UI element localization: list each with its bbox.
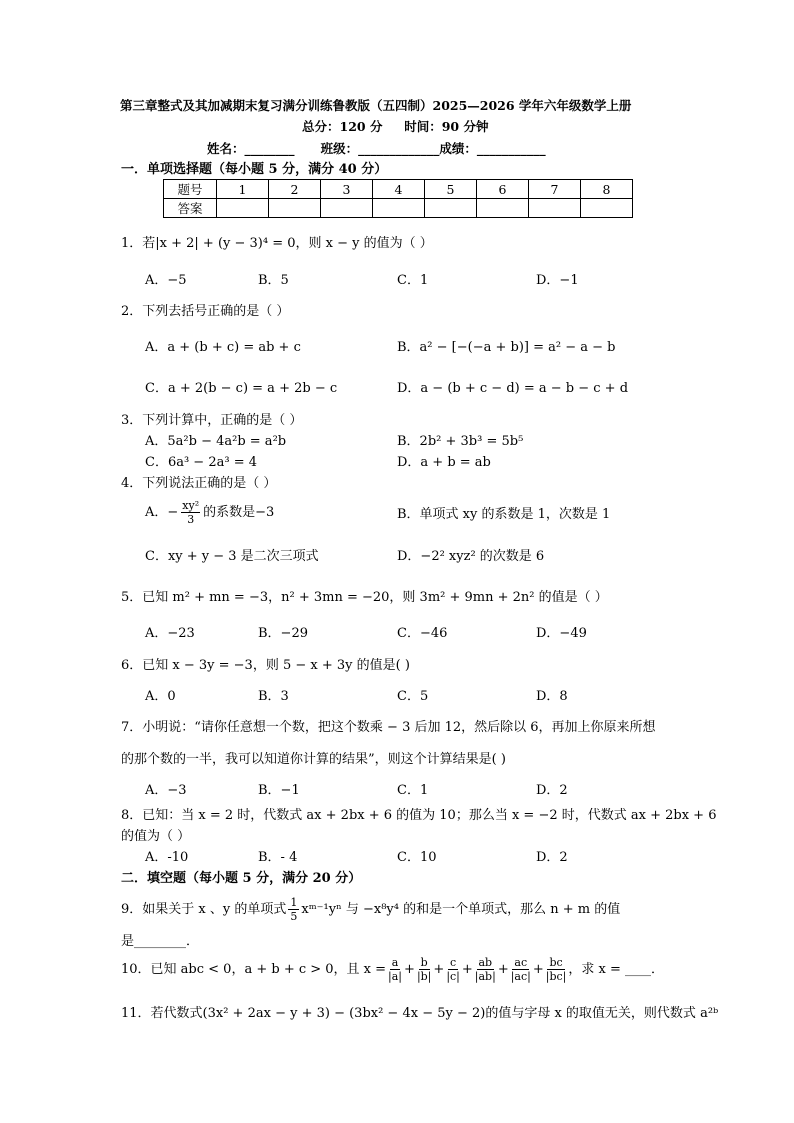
- fraction-numerator: xy²: [182, 499, 200, 512]
- document-title: 第三章整式及其加减期末复习满分训练鲁教版（五四制）2025—2026 学年六年级数学上册: [120, 98, 632, 113]
- answer-cell[interactable]: [217, 199, 269, 218]
- section-1-heading: 一．单项选择题（每小题 5 分，满分 40 分）: [121, 162, 388, 177]
- q5-option-c: C．−46: [397, 626, 448, 641]
- q6-option-a: A．0: [145, 689, 176, 704]
- q8-option-b: B．- 4: [258, 850, 298, 865]
- question-5-stem: 5．已知 m² + mn = −3，n² + 3mn = −20，则 3m² + 9mn + 2n² 的值是（ ）: [121, 590, 608, 605]
- q8-option-d: D．2: [536, 850, 568, 865]
- question-7-stem-line2: 的那个数的一半，我可以知道你计算的结果”，则这个计算结果是( ): [121, 752, 506, 767]
- fraction-denominator: |c|: [446, 970, 460, 983]
- q7-option-b: B．−1: [258, 783, 300, 798]
- q4-option-c: C．xy + y − 3 是二次三项式: [145, 549, 319, 564]
- q9-text-pre: 9．如果关于 x 、y 的单项式: [121, 901, 287, 917]
- answer-table-number-row: [164, 180, 633, 199]
- q2-option-b: B．a² − [−(−a + b)] = a² − a − b: [397, 340, 616, 355]
- q10-fraction-2: [417, 956, 431, 983]
- q4-option-a-text: 的系数是−3: [203, 504, 275, 520]
- q4-option-a-prefix: A．−: [145, 504, 179, 520]
- answer-cell[interactable]: [425, 199, 477, 218]
- plus-sign: +: [497, 961, 509, 977]
- q6-option-d: D．8: [536, 689, 568, 704]
- q6-option-c: C．5: [397, 689, 429, 704]
- question-3-stem: 3．下列计算中，正确的是（ ）: [121, 413, 303, 428]
- q10-fraction-5: [511, 956, 531, 983]
- table-label-question-no: 题号: [164, 180, 217, 199]
- q8-option-a: A．-10: [145, 850, 189, 865]
- answer-table: [163, 179, 633, 218]
- fraction-denominator: |bc|: [545, 970, 567, 983]
- plus-sign: +: [532, 961, 544, 977]
- q2-option-a: A．a + (b + c) = ab + c: [145, 340, 301, 355]
- fraction-denominator: 3: [187, 513, 195, 526]
- table-number-8: 8: [581, 180, 633, 199]
- question-10-stem: [121, 956, 664, 983]
- table-number-7: 7: [529, 180, 581, 199]
- fraction-denominator: |b|: [416, 970, 432, 983]
- q7-option-a: A．−3: [145, 783, 187, 798]
- answer-cell[interactable]: [373, 199, 425, 218]
- table-number-1: 1: [217, 180, 269, 199]
- q1-option-a: A．−5: [145, 273, 187, 288]
- question-2-stem: 2．下列去括号正确的是（ ）: [121, 304, 290, 319]
- q1-option-c: C．1: [397, 273, 429, 288]
- q9-text-mid: xᵐ⁻¹yⁿ 与 −x⁸y⁴ 的和是一个单项式，那么 n + m 的值: [301, 901, 621, 917]
- plus-sign: +: [433, 961, 445, 977]
- answer-cell[interactable]: [269, 199, 321, 218]
- q4-option-a: [145, 499, 274, 526]
- q2-option-c: C．a + 2(b − c) = a + 2b − c: [145, 381, 338, 396]
- table-number-4: 4: [373, 180, 425, 199]
- q4-option-d: D．−2² xyz² 的次数是 6: [397, 549, 545, 564]
- q3-option-d: D．a + b = ab: [397, 455, 491, 470]
- question-6-stem: 6．已知 x − 3y = −3，则 5 − x + 3y 的值是( ): [121, 658, 410, 673]
- question-8-stem-line2: 的值为（ ）: [121, 829, 191, 844]
- q3-option-c: C．6a³ − 2a³ = 4: [145, 455, 257, 470]
- fraction-denominator: 5: [290, 910, 298, 923]
- q5-option-a: A．−23: [145, 626, 195, 641]
- fraction-numerator: ac: [514, 956, 528, 969]
- fraction-numerator: bc: [549, 956, 563, 969]
- table-number-6: 6: [477, 180, 529, 199]
- q10-fraction-4: [475, 956, 496, 983]
- q10-fraction-6: [546, 956, 567, 983]
- answer-cell[interactable]: [581, 199, 633, 218]
- q10-fraction-3: [446, 956, 460, 983]
- q8-option-c: C．10: [397, 850, 437, 865]
- table-number-3: 3: [321, 180, 373, 199]
- q9-fraction: [288, 896, 299, 923]
- fraction-denominator: |a|: [388, 970, 403, 983]
- q4-option-a-fraction: [181, 499, 200, 526]
- q4-option-b: B．单项式 xy 的系数是 1，次数是 1: [397, 507, 611, 522]
- table-label-answer: 答案: [164, 199, 217, 218]
- table-number-2: 2: [269, 180, 321, 199]
- q5-option-d: D．−49: [536, 626, 587, 641]
- answer-cell[interactable]: [477, 199, 529, 218]
- answer-table-answer-row: [164, 199, 633, 218]
- question-9-stem: [121, 896, 620, 923]
- fraction-numerator: c: [450, 956, 457, 969]
- q6-option-b: B．3: [258, 689, 289, 704]
- question-4-stem: 4．下列说法正确的是（ ）: [121, 476, 277, 491]
- q7-option-c: C．1: [397, 783, 429, 798]
- answer-cell[interactable]: [529, 199, 581, 218]
- fraction-denominator: |ac|: [510, 970, 531, 983]
- plus-sign: +: [404, 961, 415, 977]
- question-7-stem: 7．小明说：“请你任意想一个数，把这个数乘 − 3 后加 12，然后除以 6，再加上你原来所想: [121, 720, 656, 735]
- question-1-stem: 1．若|x + 2| + (y − 3)⁴ = 0，则 x − y 的值为（ ）: [121, 236, 433, 251]
- fraction-numerator: a: [391, 956, 399, 969]
- q5-option-b: B．−29: [258, 626, 308, 641]
- q10-text-post: ，求 x = ____．: [568, 961, 665, 977]
- q2-option-d: D．a − (b + c − d) = a − b − c + d: [397, 381, 629, 396]
- fraction-numerator: 1: [290, 896, 298, 909]
- fraction-numerator: b: [420, 956, 428, 969]
- q10-text-pre: 10．已知 abc < 0，a + b + c > 0，且 x =: [121, 961, 387, 977]
- answer-cell[interactable]: [321, 199, 373, 218]
- question-9-line2: 是________．: [121, 934, 200, 949]
- section-2-heading: 二．填空题（每小题 5 分，满分 20 分）: [121, 871, 362, 886]
- table-number-5: 5: [425, 180, 477, 199]
- q3-option-b: B．2b² + 3b³ = 5b⁵: [397, 434, 524, 449]
- fraction-numerator: ab: [478, 956, 493, 969]
- question-8-stem: 8．已知：当 x = 2 时，代数式 ax + 2bx + 6 的值为 10；那么当 x = −2 时，代数式 ax + 2bx + 6: [121, 808, 717, 823]
- q1-option-b: B．5: [258, 273, 289, 288]
- q7-option-d: D．2: [536, 783, 568, 798]
- student-info-line: 姓名：________ 班级：_____________成绩：___________: [207, 141, 546, 156]
- plus-sign: +: [461, 961, 473, 977]
- question-11-stem: 11．若代数式(3x² + 2ax − y + 3) − (3bx² − 4x − 5y − 2)的值与字母 x 的取值无关，则代数式 a²ᵇ: [121, 1006, 719, 1021]
- fraction-denominator: |ab|: [474, 970, 496, 983]
- q10-fraction-1: [388, 956, 402, 983]
- q3-option-a: A．5a²b − 4a²b = a²b: [145, 434, 287, 449]
- q1-option-d: D．−1: [536, 273, 579, 288]
- score-time-line: 总分：120 分 时间：90 分钟: [302, 119, 489, 134]
